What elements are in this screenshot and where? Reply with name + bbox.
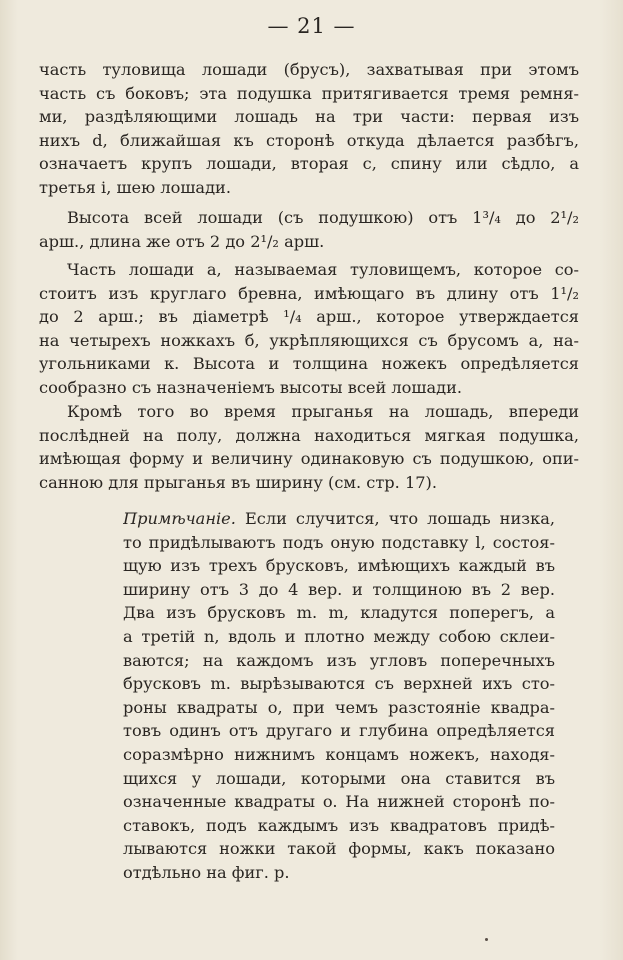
- text-line: угольниками к. Высота и толщина ножекъ опредѣляется: [39, 354, 579, 374]
- note-line: ваются; на каждомъ изъ угловъ поперечныхъ: [123, 650, 555, 670]
- note-first-line-text: Если случится, что лошадь низка,: [244, 509, 555, 528]
- footnote-block: [123, 507, 555, 885]
- text-line: послѣдней на полу, должна находиться мягкая подушка,: [39, 425, 579, 445]
- note-line: щую изъ трехъ брусковъ, имѣющихъ каждый въ: [123, 556, 555, 576]
- text-line: Кромѣ того во время прыганья на лошадь, впереди: [67, 402, 579, 421]
- text-line: на четырехъ ножкахъ б, укрѣпляющихся съ брусомъ a, на-: [39, 330, 579, 350]
- note-line: ставокъ, подъ каждымъ изъ квадратовъ придѣ-: [123, 815, 555, 835]
- text-line: часть съ боковъ; эта подушка притягивается тремя ремня-: [39, 83, 579, 103]
- paragraph-2: [39, 206, 579, 253]
- note-line: отдѣльно на фиг. p.: [123, 862, 290, 882]
- text-line: до 2 арш.; въ діаметрѣ ¹/₄ арш., которое утверждается: [39, 307, 579, 327]
- paragraph-1: [39, 58, 579, 200]
- text-line: сообразно съ назначеніемъ высоты всей лошади.: [39, 377, 463, 397]
- text-line: Часть лошади a, называемая туловищемъ, которое со-: [67, 260, 579, 279]
- text-line: часть туловища лошади (брусъ), захватывая при этомъ: [39, 60, 579, 79]
- note-line: роны квадраты o, при чемъ разстояніе квадра-: [123, 697, 555, 717]
- note-line: Два изъ брусковъ m. m, кладутся поперегъ, а: [123, 603, 555, 623]
- text-line: нихъ d, ближайшая къ сторонѣ откуда дѣлается разбѣгъ,: [39, 130, 579, 150]
- note-title: Примѣчаніе.: [123, 509, 236, 528]
- text-line: арш., длина же отъ 2 до 2¹/₂ арш.: [39, 231, 325, 251]
- note-line: а третій n, вдоль и плотно между собою склеи-: [123, 626, 555, 646]
- ink-speck: [485, 938, 488, 941]
- note-line: щихся у лошади, которыми она ставится въ: [123, 768, 555, 788]
- note-line: соразмѣрно нижнимъ концамъ ножекъ, находя-: [123, 744, 555, 764]
- note-first-line: [123, 507, 555, 531]
- text-line: стоитъ изъ круглаго бревна, имѣющаго въ длину отъ 1¹/₂: [39, 283, 579, 303]
- note-line: лываются ножки такой формы, какъ показано: [123, 839, 555, 859]
- note-line: товъ одинъ отъ другаго и глубина опредѣляется: [123, 721, 555, 741]
- text-line: Высота всей лошади (съ подушкою) отъ 1³/₄ до 2¹/₂: [67, 208, 579, 227]
- note-line: ширину отъ 3 до 4 вер. и толщиною въ 2 вер.: [123, 579, 555, 599]
- note-line: то придѣлываютъ подъ оную подставку l, состоя-: [123, 532, 555, 552]
- paragraph-4: [39, 400, 579, 494]
- text-line: имѣющая форму и величину одинаковую съ подушкою, опи-: [39, 449, 579, 469]
- paragraph-3: [39, 258, 579, 400]
- text-line: означаетъ крупъ лошади, вторая c, спину или сѣдло, а: [39, 154, 579, 174]
- note-line: означенные квадраты o. На нижней сторонѣ по-: [123, 792, 555, 812]
- text-line: третья i, шею лошади.: [39, 177, 231, 197]
- text-line: ми, раздѣляющими лошадь на три части: первая изъ: [39, 107, 579, 127]
- page-number: — 21 —: [267, 14, 356, 38]
- note-line: брусковъ m. вырѣзываются съ верхней ихъ сто-: [123, 674, 555, 694]
- text-line: санною для прыганья въ ширину (см. стр. 17).: [39, 472, 438, 492]
